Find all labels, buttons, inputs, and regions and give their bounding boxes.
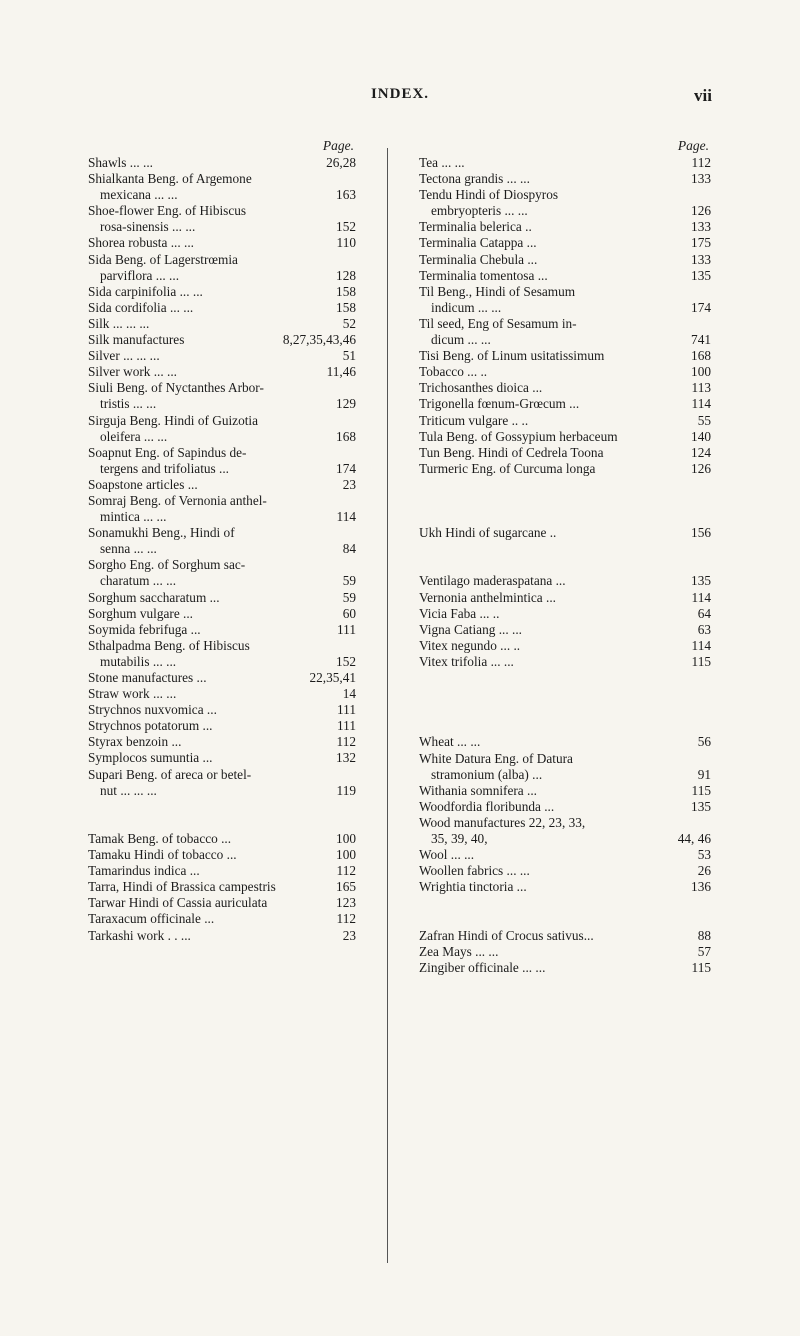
index-entry xyxy=(419,654,711,670)
index-entry xyxy=(419,171,711,187)
entry-text: oleifera ... ... 168 xyxy=(100,428,356,444)
index-entry xyxy=(88,155,356,171)
entry-text: Vernonia anthelmintica ... 114 xyxy=(419,589,711,605)
index-entry xyxy=(88,879,356,895)
entry-page-number: 165 xyxy=(336,879,356,895)
entry-page-number: 64 xyxy=(697,605,711,621)
entry-page-number: 59 xyxy=(342,573,356,589)
entry-page-number: 126 xyxy=(691,460,711,476)
index-entry xyxy=(419,380,711,396)
entry-page-number: 63 xyxy=(697,621,711,637)
entry-page-number: 135 xyxy=(691,573,711,589)
index-entry xyxy=(88,670,356,686)
entry-page-number: 741 xyxy=(691,332,711,348)
section-gap xyxy=(419,670,711,734)
index-entry xyxy=(88,750,356,766)
index-entry xyxy=(419,944,711,960)
left-column xyxy=(88,138,356,944)
index-entry xyxy=(419,622,711,638)
entry-text: Wool ... ... 53 xyxy=(419,847,711,863)
entry-text: Somraj Beng. of Vernonia anthel- xyxy=(88,492,267,508)
index-entry xyxy=(419,445,711,461)
entry-page-number: 114 xyxy=(691,637,711,653)
entry-page-number: 119 xyxy=(336,782,356,798)
entry-text: Sida carpinifolia ... ... 158 xyxy=(88,283,356,299)
entry-page-number: 156 xyxy=(691,525,711,541)
entry-text: Ukh Hindi of sugarcane .. 156 xyxy=(419,525,711,541)
index-entry xyxy=(88,638,356,670)
index-entry xyxy=(88,525,356,557)
index-entry xyxy=(88,686,356,702)
entry-text: rosa-sinensis ... ... 152 xyxy=(100,219,356,235)
entry-page-number: 140 xyxy=(691,428,711,444)
index-entry xyxy=(419,413,711,429)
entry-page-number: 114 xyxy=(691,396,711,412)
entry-text: Zingiber officinale ... ... 115 xyxy=(419,959,711,975)
index-entry xyxy=(88,911,356,927)
entry-text: Tea ... ... 112 xyxy=(419,155,711,170)
entry-text: Shawls ... ... 26,28 xyxy=(88,155,356,170)
index-entry xyxy=(419,590,711,606)
entry-text: Taraxacum officinale ... 112 xyxy=(88,911,356,927)
index-entry xyxy=(88,284,356,300)
entry-page-number: 152 xyxy=(336,219,356,235)
index-entry xyxy=(419,396,711,412)
entry-text: Sida Beng. of Lagerstrœmia xyxy=(88,251,238,267)
index-entry xyxy=(419,316,711,348)
index-entry xyxy=(419,960,711,976)
entry-page-number: 115 xyxy=(691,782,711,798)
entry-page-number: 110 xyxy=(336,235,356,251)
index-entry xyxy=(88,171,356,203)
index-entry xyxy=(419,235,711,251)
entry-text: Woollen fabrics ... ... 26 xyxy=(419,863,711,879)
entry-text: Tisi Beng. of Linum usitatissimum 168 xyxy=(419,348,711,364)
entry-page-number: 123 xyxy=(336,895,356,911)
entry-page-number: 112 xyxy=(336,734,356,750)
entry-text: Siuli Beng. of Nyctanthes Arbor- xyxy=(88,380,264,396)
entry-page-number: 132 xyxy=(336,750,356,766)
entry-page-number: 59 xyxy=(342,589,356,605)
entry-text: Trigonella fœnum-Grœcum ... 114 xyxy=(419,396,711,412)
entry-text: tristis ... ... 129 xyxy=(100,396,356,412)
entry-page-number: 174 xyxy=(691,299,711,315)
entry-page-number: 136 xyxy=(691,879,711,895)
entry-page-number: 55 xyxy=(697,412,711,428)
entry-page-number: 152 xyxy=(336,653,356,669)
entry-text: Shoe-flower Eng. of Hibiscus xyxy=(88,203,247,219)
entry-text: Supari Beng. of areca or betel- xyxy=(88,766,252,782)
entry-text: senna ... ... 84 xyxy=(100,541,356,557)
entry-page-number: 11,46 xyxy=(326,364,356,380)
index-entry xyxy=(88,316,356,332)
entry-text: Wrightia tinctoria ... 136 xyxy=(419,879,711,895)
entry-text: Sida cordifolia ... ... 158 xyxy=(88,299,356,315)
entry-page-number: 88 xyxy=(697,927,711,943)
index-entry xyxy=(88,300,356,316)
entry-text: Woodfordia floribunda ... 135 xyxy=(419,798,711,814)
left-entries xyxy=(88,155,356,944)
entry-text: Tamarindus indica ... 112 xyxy=(88,863,356,879)
entry-text: Vitex trifolia ... ... 115 xyxy=(419,653,711,669)
index-entry xyxy=(88,622,356,638)
entry-text: tergens and trifoliatus ... 174 xyxy=(100,460,356,476)
entry-text: mexicana ... ... 163 xyxy=(100,187,356,203)
entry-text: Tamaku Hindi of tobacco ... 100 xyxy=(88,847,356,863)
entry-page-number: 158 xyxy=(336,299,356,315)
entry-page-number: 114 xyxy=(336,509,356,525)
entry-page-number: 57 xyxy=(697,943,711,959)
entry-text: Zafran Hindi of Crocus sativus... 88 xyxy=(419,927,711,943)
entry-text: Straw work ... ... 14 xyxy=(88,686,356,702)
entry-page-number: 111 xyxy=(337,702,356,718)
entry-page-number: 84 xyxy=(342,541,356,557)
entry-text: mintica ... ... 114 xyxy=(100,509,356,525)
index-entry xyxy=(419,364,711,380)
entry-text: parviflora ... ... 128 xyxy=(100,267,356,283)
entry-text: White Datura Eng. of Datura xyxy=(419,750,573,766)
entry-text: 35, 39, 40, 44, 46 xyxy=(431,830,711,846)
entry-text: Stone manufactures ... 22,35,41 xyxy=(88,670,356,685)
section-gap xyxy=(88,799,356,831)
entry-text: Vitex negundo ... .. 114 xyxy=(419,637,711,653)
entry-text: Strychnos nuxvomica ... 111 xyxy=(88,702,356,718)
index-entry xyxy=(419,847,711,863)
entry-page-number: 22,35,41 xyxy=(309,670,356,685)
index-entry xyxy=(88,364,356,380)
index-entry xyxy=(88,831,356,847)
index-entry xyxy=(88,252,356,284)
index-entry xyxy=(419,815,711,847)
section-gap xyxy=(419,541,711,573)
running-head xyxy=(0,86,800,108)
entry-page-number: 112 xyxy=(691,155,711,170)
index-entry xyxy=(88,895,356,911)
index-entry xyxy=(88,847,356,863)
entry-page-number: 124 xyxy=(691,444,711,460)
entry-text: Til Beng., Hindi of Sesamum xyxy=(419,283,576,299)
entry-text: Tun Beng. Hindi of Cedrela Toona 124 xyxy=(419,444,711,460)
entry-text: Strychnos potatorum ... 111 xyxy=(88,718,356,734)
index-entry xyxy=(88,203,356,235)
index-entry xyxy=(419,606,711,622)
page-heading: Page. xyxy=(677,138,709,153)
entry-text: dicum ... ... 741 xyxy=(431,332,711,348)
page-number: vii xyxy=(694,86,712,105)
entry-page-number: 163 xyxy=(336,187,356,203)
index-entry xyxy=(419,461,711,477)
entry-page-number: 52 xyxy=(342,315,356,331)
index-entry xyxy=(88,767,356,799)
index-entry xyxy=(419,799,711,815)
entry-text: Symplocos sumuntia ... 132 xyxy=(88,750,356,766)
index-entry xyxy=(88,380,356,412)
index-entry xyxy=(419,783,711,799)
index-entry xyxy=(419,573,711,589)
entry-page-number: 128 xyxy=(336,267,356,283)
entry-page-number: 174 xyxy=(336,460,356,476)
index-entry xyxy=(88,863,356,879)
entry-text: nut ... ... ... 119 xyxy=(100,782,356,798)
entry-page-number: 14 xyxy=(342,686,356,702)
entry-page-number: 26,28 xyxy=(326,155,356,170)
entry-text: Sonamukhi Beng., Hindi of xyxy=(88,525,235,541)
index-entry xyxy=(419,751,711,783)
index-entry xyxy=(419,525,711,541)
entry-page-number: 23 xyxy=(342,476,356,492)
index-entry xyxy=(419,429,711,445)
index-entry xyxy=(88,413,356,445)
index-entry xyxy=(88,235,356,251)
index-entry xyxy=(419,187,711,219)
index-entry xyxy=(88,348,356,364)
entry-text: Terminalia Chebula ... 133 xyxy=(419,251,711,267)
entry-page-number: 56 xyxy=(697,734,711,750)
section-gap xyxy=(419,895,711,927)
entry-page-number: 51 xyxy=(342,348,356,364)
entry-page-number: 126 xyxy=(691,203,711,219)
entry-page-number: 112 xyxy=(336,911,356,927)
entry-text: Silk manufactures 8,27,35,43,46 xyxy=(88,332,356,348)
entry-text: Zea Mays ... ... 57 xyxy=(419,943,711,959)
entry-page-number: 23 xyxy=(342,927,356,943)
entry-text: Shorea robusta ... ... 110 xyxy=(88,235,356,251)
entry-page-number: 175 xyxy=(691,235,711,251)
index-entry xyxy=(419,928,711,944)
entry-text: Wheat ... ... 56 xyxy=(419,734,711,750)
right-entries xyxy=(419,155,711,976)
index-entry xyxy=(88,702,356,718)
index-entry xyxy=(88,734,356,750)
entry-text: Terminalia belerica .. 133 xyxy=(419,219,711,235)
entry-page-number: 100 xyxy=(336,847,356,863)
entry-text: Turmeric Eng. of Curcuma longa 126 xyxy=(419,460,711,476)
entry-page-number: 53 xyxy=(697,847,711,863)
entry-text: Soymida febrifuga ... 111 xyxy=(88,621,356,637)
index-entry xyxy=(88,557,356,589)
entry-text: Silk ... ... ... 52 xyxy=(88,315,356,331)
entry-page-number: 115 xyxy=(691,959,711,975)
entry-page-number: 111 xyxy=(337,718,356,734)
entry-page-number: 8,27,35,43,46 xyxy=(282,332,356,348)
index-entry xyxy=(419,268,711,284)
index-entry xyxy=(419,155,711,171)
entry-text: Sirguja Beng. Hindi of Guizotia xyxy=(88,412,259,428)
index-entry xyxy=(88,332,356,348)
index-entry xyxy=(419,879,711,895)
section-gap xyxy=(419,477,711,525)
entry-page-number: 114 xyxy=(691,589,711,605)
entry-text: Sorghum vulgare ... 60 xyxy=(88,605,356,621)
entry-page-number: 133 xyxy=(691,219,711,235)
entry-text: stramonium (alba) ... 91 xyxy=(431,766,711,782)
entry-text: Silver ... ... ... 51 xyxy=(88,348,356,364)
entry-text: Til seed, Eng of Sesamum in- xyxy=(419,315,577,331)
entry-text: embryopteris ... ... 126 xyxy=(431,203,711,219)
entry-text: Soapnut Eng. of Sapindus de- xyxy=(88,444,247,460)
entry-page-number: 91 xyxy=(697,766,711,782)
entry-text: Trichosanthes dioica ... 113 xyxy=(419,380,711,396)
entry-text: Tamak Beng. of tobacco ... 100 xyxy=(88,830,356,846)
column-divider xyxy=(387,148,388,1263)
entry-page-number: 26 xyxy=(697,863,711,879)
index-entry xyxy=(419,284,711,316)
entry-page-number: 100 xyxy=(691,364,711,380)
entry-text: Tarkashi work . . ... 23 xyxy=(88,927,356,943)
entry-text: Ventilago maderaspatana ... 135 xyxy=(419,573,711,589)
index-entry xyxy=(419,638,711,654)
entry-text: Terminalia Catappa ... 175 xyxy=(419,235,711,251)
entry-page-number: 168 xyxy=(691,348,711,364)
index-entry xyxy=(419,863,711,879)
entry-text: Shialkanta Beng. of Argemone xyxy=(88,171,252,187)
entry-page-number: 60 xyxy=(342,605,356,621)
entry-page-number: 133 xyxy=(691,171,711,187)
entry-text: Sorghum saccharatum ... 59 xyxy=(88,589,356,605)
index-entry xyxy=(88,606,356,622)
index-entry xyxy=(88,590,356,606)
entry-text: Triticum vulgare .. .. 55 xyxy=(419,412,711,428)
entry-text: Tobacco ... .. 100 xyxy=(419,364,711,380)
index-entry xyxy=(419,252,711,268)
entry-text: indicum ... ... 174 xyxy=(431,299,711,315)
entry-page-number: 112 xyxy=(336,863,356,879)
entry-text: Tendu Hindi of Diospyros xyxy=(419,187,559,203)
entry-page-number: 168 xyxy=(336,428,356,444)
entry-text: Wood manufactures 22, 23, 33, xyxy=(419,814,586,830)
entry-text: Vicia Faba ... .. 64 xyxy=(419,605,711,621)
entry-text: Soapstone articles ... 23 xyxy=(88,476,356,492)
entry-page-number: 158 xyxy=(336,283,356,299)
entry-page-number: 135 xyxy=(691,267,711,283)
entry-text: Withania somnifera ... 115 xyxy=(419,782,711,798)
entry-text: Styrax benzoin ... 112 xyxy=(88,734,356,750)
entry-page-number: 129 xyxy=(336,396,356,412)
entry-text: mutabilis ... ... 152 xyxy=(100,653,356,669)
entry-text: Tula Beng. of Gossypium herbaceum 140 xyxy=(419,428,711,444)
entry-text: Terminalia tomentosa ... 135 xyxy=(419,267,711,283)
index-entry xyxy=(419,734,711,750)
entry-page-number: 44, 46 xyxy=(677,830,711,846)
entry-page-number: 100 xyxy=(336,830,356,846)
index-title: INDEX. xyxy=(370,86,430,102)
page-heading: Page. xyxy=(322,138,354,153)
right-column xyxy=(419,138,711,976)
index-entry xyxy=(88,928,356,944)
entry-page-number: 111 xyxy=(337,621,356,637)
entry-text: Silver work ... ... 11,46 xyxy=(88,364,356,380)
entry-text: charatum ... ... 59 xyxy=(100,573,356,589)
index-entry xyxy=(88,445,356,477)
entry-text: Tarra, Hindi of Brassica campestris 165 xyxy=(88,879,356,895)
index-entry xyxy=(88,718,356,734)
entry-text: Sthalpadma Beng. of Hibiscus xyxy=(88,637,250,653)
entry-text: Tectona grandis ... ... 133 xyxy=(419,171,711,187)
entry-page-number: 135 xyxy=(691,798,711,814)
entry-text: Sorgho Eng. of Sorghum sac- xyxy=(88,557,246,573)
entry-page-number: 115 xyxy=(691,653,711,669)
entry-page-number: 133 xyxy=(691,251,711,267)
entry-page-number: 113 xyxy=(691,380,711,396)
entry-text: Tarwar Hindi of Cassia auriculata 123 xyxy=(88,895,356,911)
index-entry xyxy=(419,348,711,364)
index-entry xyxy=(88,493,356,525)
entry-text: Vigna Catiang ... ... 63 xyxy=(419,621,711,637)
index-entry xyxy=(88,477,356,493)
index-entry xyxy=(419,219,711,235)
